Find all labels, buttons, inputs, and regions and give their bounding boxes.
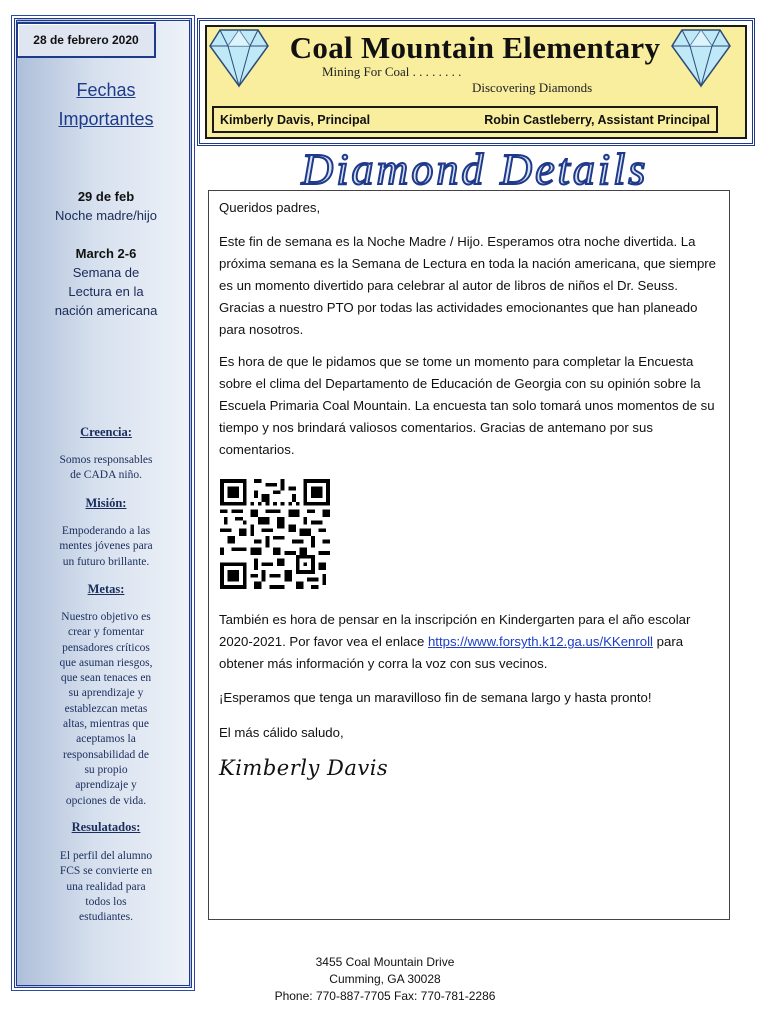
belief-text (20, 453, 192, 484)
assistant-principal-name: Robin Castleberry, Assistant Principal (484, 112, 710, 127)
goals-line: su aprendizaje y (68, 687, 144, 700)
goals-line: altas, mientras que (63, 718, 149, 731)
letter-paragraph: Es hora de que le pidamos que se tome un momento para completar la Encuesta sobre el clima del Departamento de Educación de Georgia con su opinión sobre la Escuela Primaria Coal Mountain. La encuesta tan solo tomará unos momentos de su tiempo y nos brindará valiosos comentarios. Gracias de antemano por sus comentarios. (219, 354, 715, 457)
letter-closing: El más cálido saludo, (219, 725, 344, 740)
mission-line: un futuro brillante. (62, 555, 150, 568)
event-description: Semana de (72, 265, 140, 280)
tagline-mining: Mining For Coal . . . . . . . . (322, 64, 462, 79)
kindergarten-text-before: También es hora de pensar en la inscripción en Kindergarten para el año escolar 2020-2021. Por favor vea el enlace (219, 612, 691, 649)
mission-title: Misión: (85, 496, 127, 510)
event-date: March 2-6 (75, 246, 137, 261)
signature: Kimberly Davis (219, 756, 389, 780)
school-name: Coal Mountain Elementary (289, 30, 661, 65)
goals-line: que asuman riesgos, (59, 656, 153, 669)
letter-paragraph (219, 609, 721, 675)
important-dates-heading-line2: Importantes (58, 109, 154, 129)
belief-line: de CADA niño. (70, 469, 142, 482)
letter-paragraph: Este fin de semana es la Noche Madre / Hijo. Esperamos otra noche divertida. La próxima semana es la Semana de Lectura en toda la nación americana, que siempre es un momento divertido para celebrar al autor de libros de niños el Dr. Seuss. Gracias a nuestro PTO por todas las actividades emocionantes que han planeado para nosotros. (219, 234, 717, 337)
goals-text (20, 610, 192, 809)
goals-line: aprendizaje y (75, 779, 137, 792)
newsletter-title (208, 146, 742, 192)
newsletter-title-text: Diamond Details (301, 146, 649, 192)
results-text (20, 849, 192, 925)
goals-title: Metas: (87, 582, 125, 596)
kindergarten-enroll-link[interactable]: https://www.forsyth.k12.ga.us/KKenroll (427, 634, 653, 649)
important-dates-heading (14, 76, 198, 134)
goals-line: crear y fomentar (68, 626, 144, 639)
qr-code-image[interactable] (220, 479, 330, 589)
newsletter-date: 28 de febrero 2020 (16, 22, 156, 58)
letter-paragraph: ¡Esperamos que tenga un maravilloso fin de semana largo y hasta pronto! (219, 690, 652, 705)
goals-line: pensadores críticos (62, 641, 150, 654)
footer-address-line: 3455 Coal Mountain Drive (315, 955, 455, 969)
mission-text (20, 524, 192, 570)
mission-line: Empoderando a las (61, 525, 151, 537)
results-line: FCS se convierte en (59, 865, 153, 878)
kindergarten-text-after: para obtener más información y corra la voz con sus vecinos. (219, 634, 684, 671)
footer-phone-line: Phone: 770-887-7705 Fax: 770-781-2286 (274, 989, 496, 1003)
results-title: Resulatados: (71, 820, 141, 834)
results-line: El perfil del alumno (59, 850, 153, 862)
event-date: 29 de feb (77, 189, 135, 204)
results-line: todos los (85, 895, 127, 908)
goals-line: opciones de vida. (65, 794, 147, 807)
event-description: Noche madre/hijo (55, 208, 157, 223)
goals-line: Nuestro objetivo es (61, 611, 151, 623)
letter-greeting: Queridos padres, (219, 200, 321, 215)
goals-line: su propio (84, 763, 128, 776)
principal-name: Kimberly Davis, Principal (220, 112, 371, 127)
tagline-discovering: Discovering Diamonds (472, 80, 593, 95)
event-item (14, 187, 198, 225)
diamond-icon (208, 26, 270, 88)
goals-line: responsabilidad de (63, 748, 149, 761)
goals-line: aceptamos la (76, 733, 136, 746)
results-line: estudiantes. (79, 911, 133, 924)
footer-address-line: Cumming, GA 30028 (329, 972, 441, 986)
goals-line: establezcan metas (64, 702, 148, 715)
event-item (14, 244, 198, 320)
belief-title: Creencia: (80, 425, 132, 439)
event-description: Lectura en la (68, 284, 144, 299)
important-dates-heading-line1: Fechas (76, 80, 136, 100)
event-description: nación americana (54, 303, 158, 318)
goals-line: que sean tenaces en (60, 672, 152, 685)
results-line: una realidad para (66, 880, 146, 893)
belief-line: Somos responsables (59, 454, 153, 466)
mission-line: mentes jóvenes para (59, 540, 153, 553)
administrators-bar (212, 106, 718, 133)
